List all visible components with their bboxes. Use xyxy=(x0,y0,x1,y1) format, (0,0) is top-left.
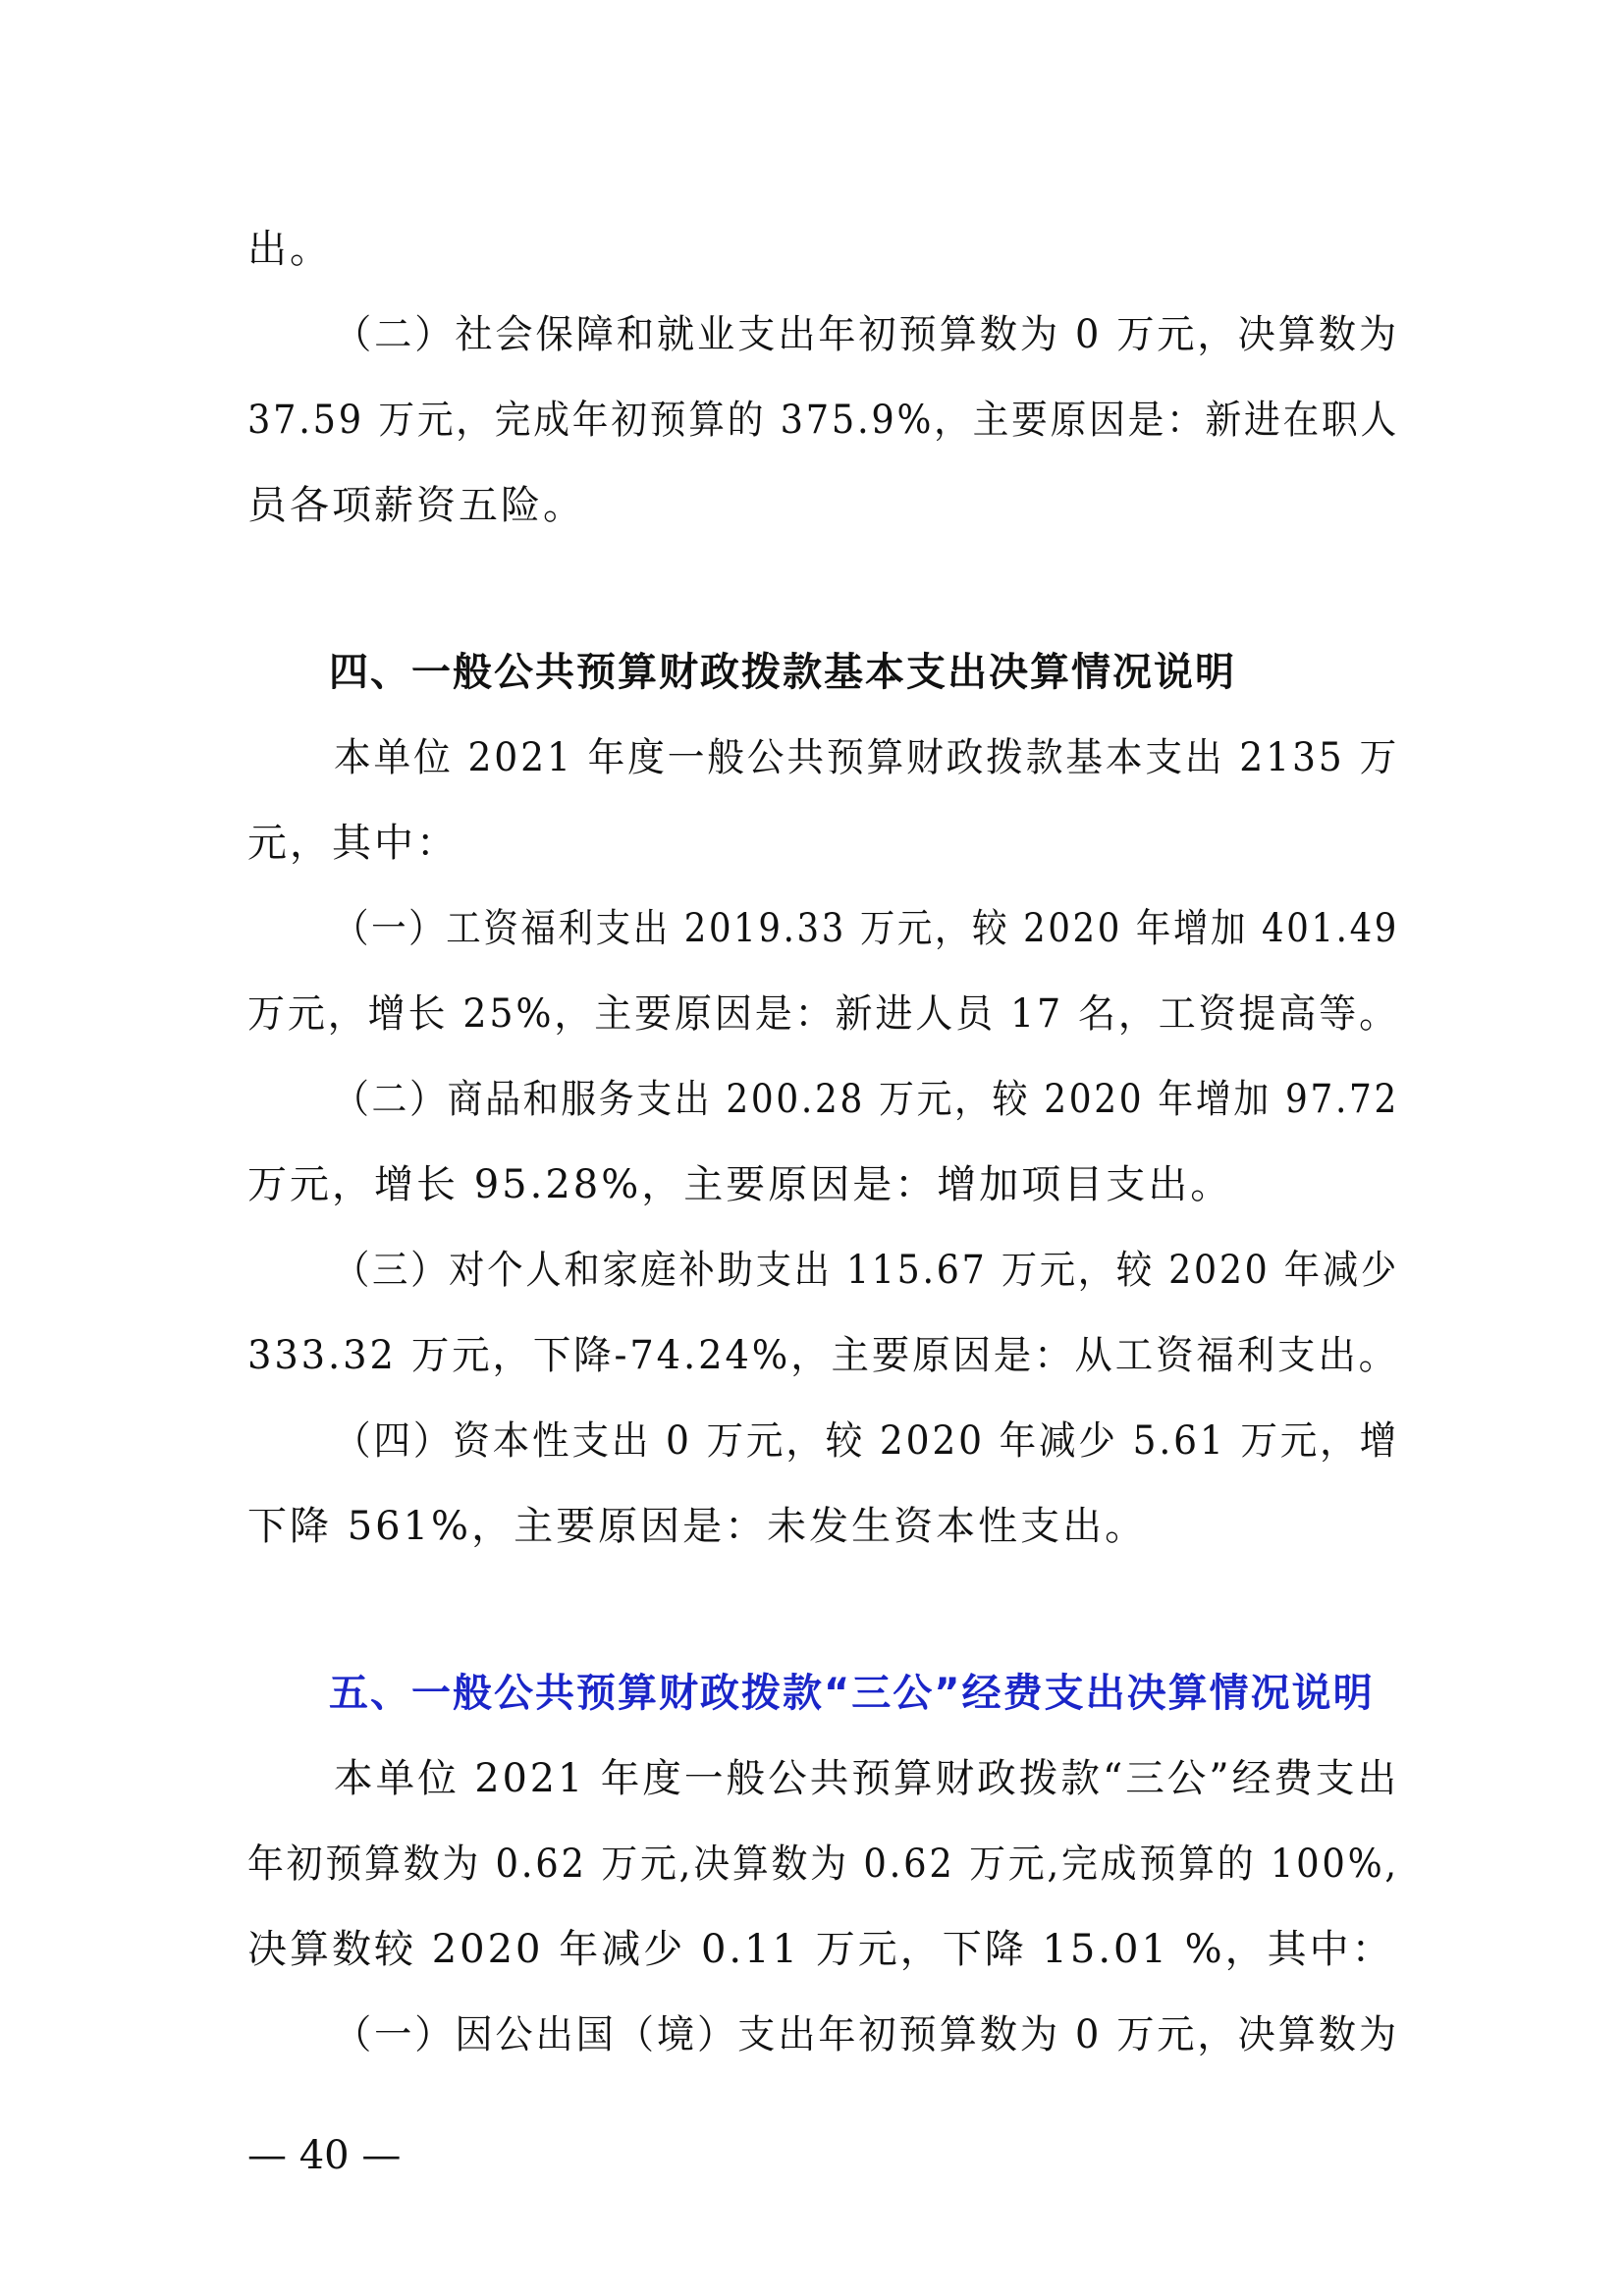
paragraph-line: 员各项薪资五险。 xyxy=(247,483,585,528)
paragraph-line: 年初预算数为 0.62 万元,决算数为 0.62 万元,完成预算的 100%, xyxy=(247,1842,1399,1887)
section-heading-5: 五、一般公共预算财政拨款“三公”经费支出决算情况说明 xyxy=(329,1671,1375,1716)
paragraph-line: 元，其中： xyxy=(247,821,459,866)
paragraph-line: 万元，增长 95.28%，主要原因是：增加项目支出。 xyxy=(247,1162,1233,1207)
paragraph-line: 37.59 万元，完成年初预算的 375.9%，主要原因是：新进在职人 xyxy=(247,398,1399,443)
paragraph-line: 本单位 2021 年度一般公共预算财政拨款“三公”经费支出 xyxy=(334,1756,1400,1801)
paragraph-line: 出。 xyxy=(247,227,332,272)
section-heading-4: 四、一般公共预算财政拨款基本支出决算情况说明 xyxy=(329,650,1236,695)
paragraph-line: 决算数较 2020 年减少 0.11 万元，下降 15.01 %，其中： xyxy=(247,1927,1394,1972)
paragraph-line: 万元，增长 25%，主要原因是：新进人员 17 名，工资提高等。 xyxy=(247,991,1399,1037)
paragraph-line: （一）因公出国（境）支出年初预算数为 0 万元，决算数为 xyxy=(334,2012,1399,2057)
paragraph-line: （四）资本性支出 0 万元，较 2020 年减少 5.61 万元，增 xyxy=(334,1418,1399,1464)
paragraph-line: 下降 561%，主要原因是：未发生资本性支出。 xyxy=(247,1504,1148,1549)
paragraph-line: （一）工资福利支出 2019.33 万元，较 2020 年增加 401.49 xyxy=(334,906,1400,951)
paragraph-line: （三）对个人和家庭补助支出 115.67 万元，较 2020 年减少 xyxy=(334,1248,1399,1293)
page-number: — 40 — xyxy=(247,2133,402,2178)
paragraph-line: （二）商品和服务支出 200.28 万元，较 2020 年增加 97.72 xyxy=(334,1077,1400,1122)
paragraph-line: 本单位 2021 年度一般公共预算财政拨款基本支出 2135 万 xyxy=(334,735,1399,780)
paragraph-line: 333.32 万元，下降-74.24%，主要原因是：从工资福利支出。 xyxy=(247,1333,1399,1378)
paragraph-line: （二）社会保障和就业支出年初预算数为 0 万元，决算数为 xyxy=(334,312,1399,357)
